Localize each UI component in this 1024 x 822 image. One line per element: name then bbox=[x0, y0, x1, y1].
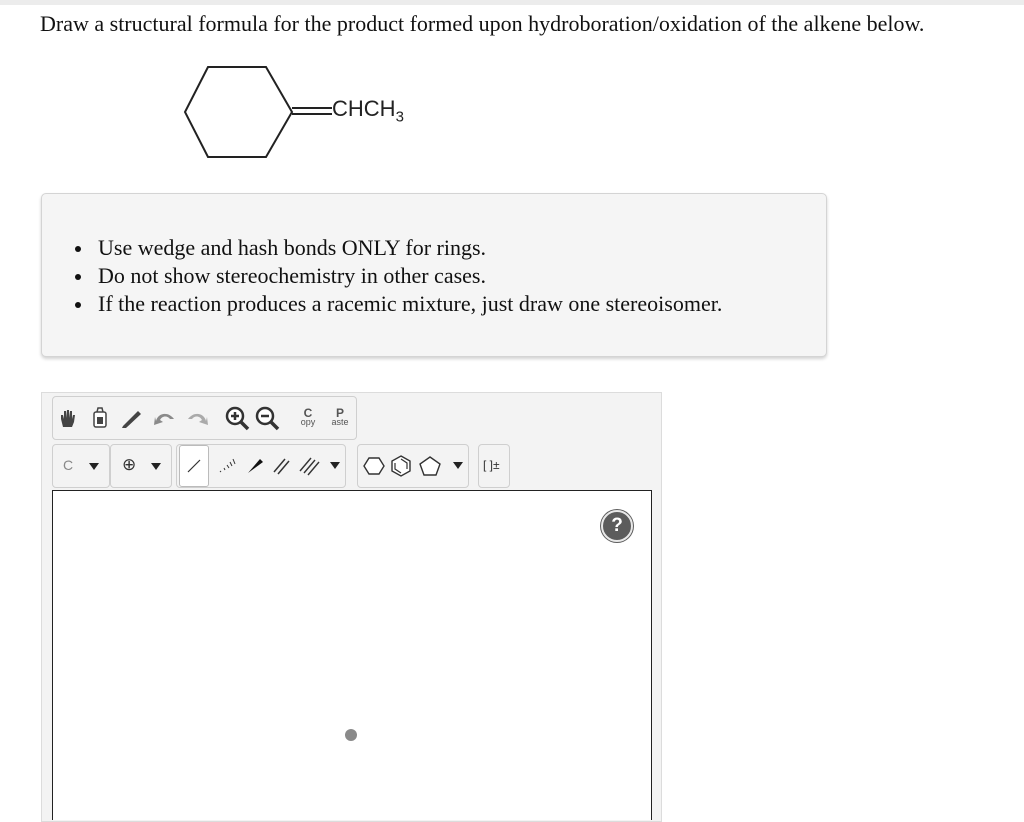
benzene-button[interactable] bbox=[386, 447, 416, 485]
redo-button[interactable] bbox=[182, 399, 212, 437]
instruction-item: Use wedge and hash bonds ONLY for rings. bbox=[98, 234, 722, 262]
pentagon-icon bbox=[419, 456, 441, 476]
instructions-list bbox=[98, 234, 722, 318]
substituent-main: CHCH bbox=[332, 96, 396, 121]
substituent-subscript: 3 bbox=[395, 108, 404, 126]
chevron-down-icon[interactable] bbox=[330, 462, 340, 470]
single-bond-icon bbox=[185, 457, 203, 475]
chevron-down-icon bbox=[89, 463, 99, 471]
instruction-item: Do not show stereochemistry in other cases. bbox=[98, 262, 722, 290]
charge-plus-icon: ⊕ bbox=[122, 455, 137, 475]
zoom-out-icon bbox=[254, 405, 280, 431]
hand-icon bbox=[57, 407, 79, 429]
wedge-bond-icon bbox=[245, 456, 265, 476]
top-bar bbox=[0, 0, 1024, 5]
chevron-down-icon[interactable] bbox=[453, 462, 463, 470]
cyclohexane-ring bbox=[185, 67, 292, 157]
canvas-center-dot bbox=[345, 729, 357, 741]
element-value: C bbox=[63, 457, 74, 473]
pencil-icon bbox=[120, 407, 144, 429]
paste-label-bottom: aste bbox=[331, 417, 349, 427]
cyclopentane-button[interactable] bbox=[415, 447, 445, 485]
benzene-icon bbox=[390, 455, 412, 477]
paste-button[interactable] bbox=[325, 399, 355, 437]
drawing-canvas[interactable] bbox=[52, 490, 652, 820]
triple-bond-button[interactable] bbox=[294, 447, 324, 485]
copy-button[interactable] bbox=[293, 399, 323, 437]
copy-label-top: C bbox=[303, 406, 313, 420]
draw-pen-button[interactable] bbox=[117, 399, 147, 437]
double-bond-button[interactable] bbox=[266, 447, 296, 485]
zoom-out-button[interactable] bbox=[252, 399, 282, 437]
undo-icon bbox=[152, 407, 178, 429]
charge-selector[interactable] bbox=[110, 444, 172, 488]
alkene-structure bbox=[180, 62, 440, 162]
double-bond-icon bbox=[271, 456, 291, 476]
element-selector[interactable] bbox=[52, 444, 110, 488]
zoom-in-icon bbox=[224, 405, 250, 431]
cyclohexane-button[interactable] bbox=[359, 447, 389, 485]
erase-button[interactable] bbox=[85, 399, 115, 437]
eraser-icon bbox=[89, 406, 111, 430]
chevron-down-icon bbox=[151, 463, 161, 471]
instruction-item: If the reaction produces a racemic mixture, just draw one stereoisomer. bbox=[98, 291, 723, 316]
instructions-panel bbox=[41, 193, 827, 357]
paste-label-top: P bbox=[335, 406, 344, 420]
hexagon-icon bbox=[363, 456, 385, 476]
pan-hand-button[interactable] bbox=[53, 399, 83, 437]
single-bond-button[interactable] bbox=[179, 445, 209, 487]
hash-bond-button[interactable] bbox=[212, 447, 242, 485]
help-button[interactable]: ? bbox=[601, 510, 633, 542]
question-text: Draw a structural formula for the product formed upon hydroboration/oxidation of the alkene below. bbox=[40, 11, 925, 36]
bracket-button[interactable] bbox=[478, 444, 510, 488]
zoom-in-button[interactable] bbox=[222, 399, 252, 437]
hash-bond-icon bbox=[217, 457, 237, 475]
triple-bond-icon bbox=[298, 456, 320, 476]
redo-icon bbox=[184, 407, 210, 429]
copy-label-bottom: opy bbox=[300, 417, 316, 427]
undo-button[interactable] bbox=[150, 399, 180, 437]
substituent-label bbox=[332, 96, 404, 125]
bracket-label: [ ]± bbox=[483, 458, 500, 472]
